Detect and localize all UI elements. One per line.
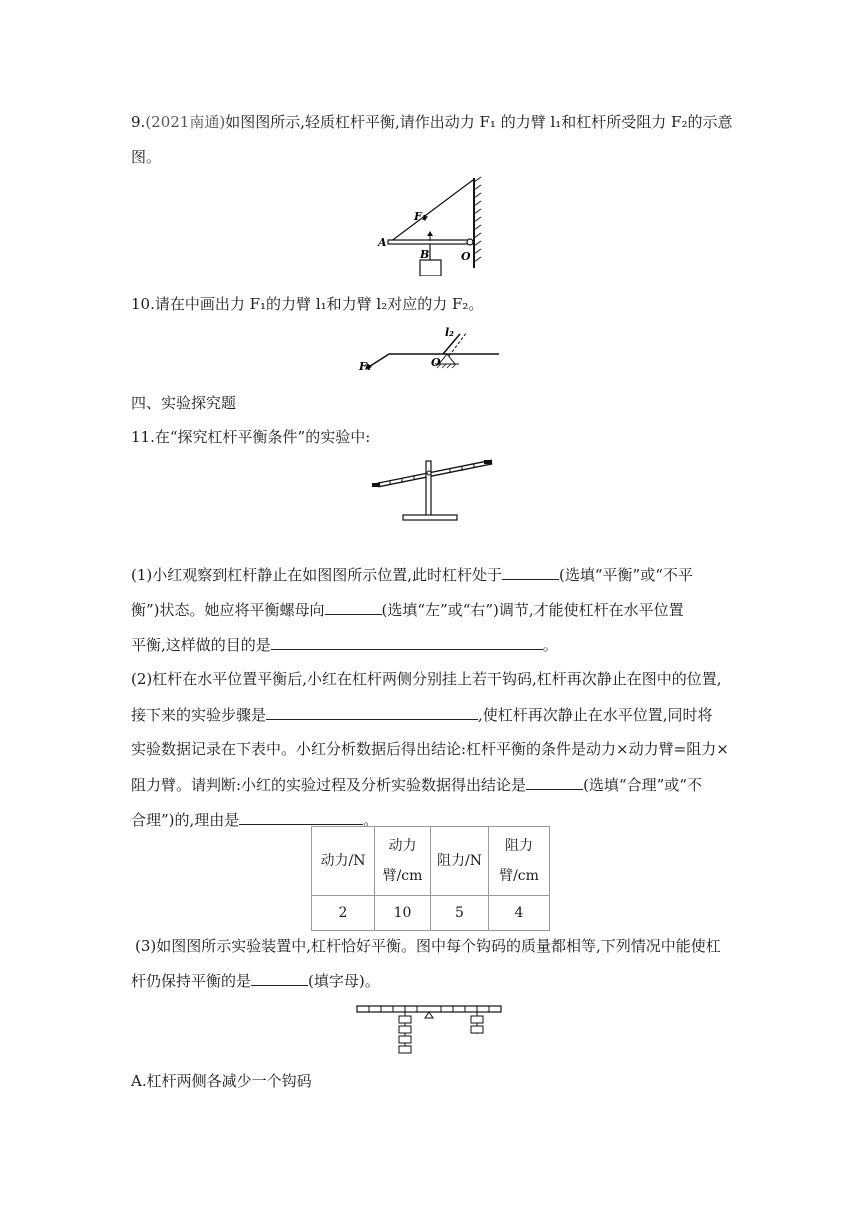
q9-text: 如图图所示,轻质杠杆平衡,请作出动力 F₁ 的力臂 l₁和杠杆所受阻力 F₂的示意: [225, 113, 733, 131]
data-table: [311, 826, 550, 931]
q11-p3-line1: (3)如图图所示实验装置中,杠杆恰好平衡。图中每个钩码的质量都相等,下列情况中能使杠: [135, 937, 721, 955]
q9-label-O: O: [461, 250, 471, 263]
q11-p2-line1: (2)杠杆在水平位置平衡后,小红在杠杆两侧分别挂上若干钩码,杠杆再次静止在图中的位置,: [131, 670, 722, 688]
table-header-cell: 动力臂/cm: [375, 827, 431, 896]
q9-number: 9.: [131, 113, 146, 131]
table-cell: 5: [431, 896, 489, 931]
q10-label-O: O: [431, 356, 441, 369]
q11-intro: 11.在“探究杠杆平衡条件”的实验中:: [131, 428, 371, 446]
q11-p2-line4: 阻力臂。请判断:小红的实验过程及分析实验数据得出结论是 (选填“合理”或“不: [131, 776, 702, 794]
q9-line2: 图。: [131, 148, 162, 166]
q9-lever-figure: [370, 176, 490, 276]
answer-blank-7[interactable]: [251, 970, 308, 986]
q11-p3-line2: 杆仍保持平衡的是 (填字母)。: [131, 972, 380, 990]
table-cell: 2: [312, 896, 375, 931]
q11-p2-line5: 合理”)的,理由是 。: [131, 811, 379, 829]
q11-p2-line3: 实验数据记录在下表中。小红分析数据后得出结论:杠杆平衡的条件是动力×动力臂=阻力×: [131, 740, 729, 758]
q9-source: (2021南通): [145, 113, 226, 131]
q11-p1-line2: 衡”)状态。她应将平衡螺母向 (选填“左”或“右”)调节,才能使杠杆在水平位置: [131, 601, 684, 619]
q11-balance-figure: [355, 1002, 505, 1058]
table-header-row: [312, 827, 550, 896]
q10-label-F1: F₁: [359, 360, 372, 373]
q11-p1-line3: 平衡,这样做的目的是 。: [131, 636, 558, 654]
section4-title: 四、实验探究题: [131, 394, 237, 412]
answer-blank-1[interactable]: [502, 564, 559, 580]
q10-label-l2: l₂: [445, 326, 454, 339]
table-header-cell: 动力/N: [312, 827, 375, 896]
answer-blank-2[interactable]: [325, 599, 382, 615]
answer-blank-4[interactable]: [266, 704, 478, 720]
q11-lever-stand-figure: [370, 455, 500, 523]
answer-blank-5[interactable]: [526, 774, 583, 790]
q11-option-a[interactable]: A.杠杆两侧各减少一个钩码: [131, 1072, 312, 1090]
table-cell: 10: [375, 896, 431, 931]
table-header-cell: 阻力/N: [431, 827, 489, 896]
q11-p2-line2: 接下来的实验步骤是 ,使杠杆再次静止在水平位置,同时将: [131, 706, 713, 724]
q9-label-A: A: [378, 236, 387, 249]
q9-label-B: B: [420, 248, 430, 261]
q9-label-F1: F₁: [414, 210, 427, 223]
answer-blank-6[interactable]: [239, 809, 363, 825]
table-header-cell: 阻力臂/cm: [489, 827, 550, 896]
q10-lever-figure: [355, 322, 505, 380]
q10-text: 10.请在中画出力 F₁的力臂 l₁和力臂 l₂对应的力 F₂。: [131, 295, 484, 313]
q9-line1: [131, 112, 732, 132]
table-cell: 4: [489, 896, 550, 931]
table-row: [312, 896, 550, 931]
answer-blank-3[interactable]: [271, 634, 543, 650]
q11-p1-line1: (1)小红观察到杠杆静止在如图图所示位置,此时杠杆处于 (选填“平衡”或“不平: [131, 566, 693, 584]
